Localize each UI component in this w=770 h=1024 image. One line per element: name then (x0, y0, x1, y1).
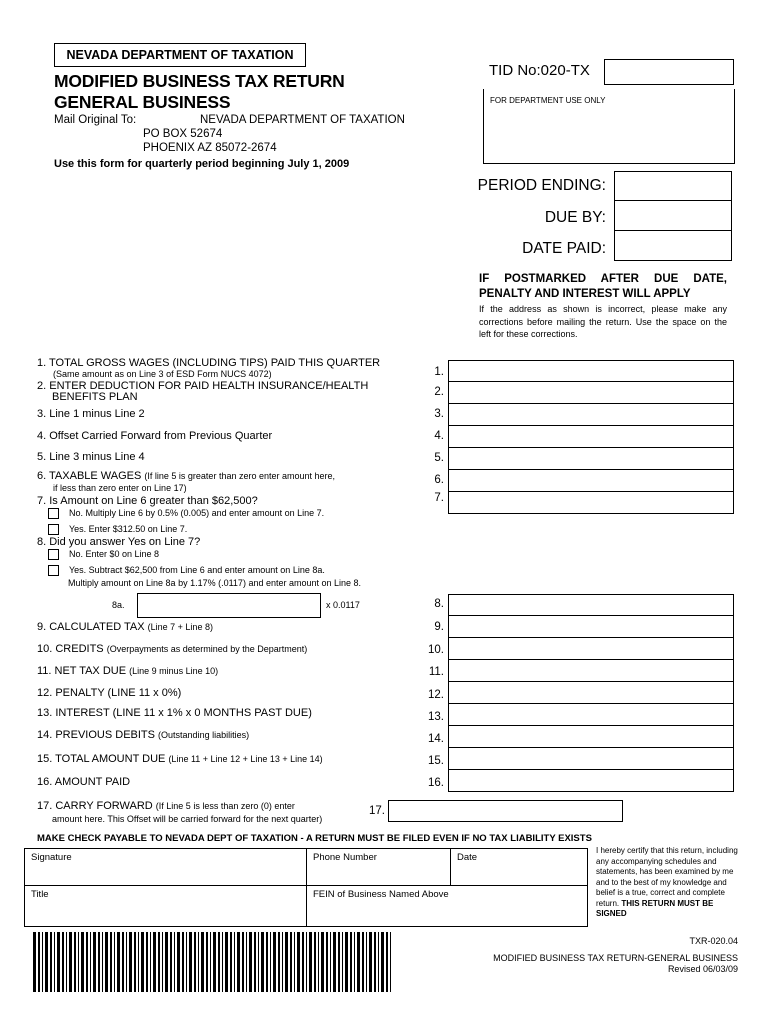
line-number-5: 5. (434, 452, 444, 464)
line1-amount[interactable] (448, 360, 734, 382)
line16-label: 16. AMOUNT PAID (37, 776, 131, 788)
line6-text: 6. TAXABLE WAGES (37, 470, 142, 482)
certify-statement: I hereby certify that this return, including any accompanying schedules and statements, has been examined by me and to the best of my knowledge and belief is a true, correct and complete return. (596, 846, 738, 908)
date-paid-label: DATE PAID: (522, 240, 606, 257)
form-title-line2: GENERAL BUSINESS (54, 92, 231, 112)
period-ending-label: PERIOD ENDING: (477, 177, 606, 194)
phone-field[interactable]: Phone Number (307, 849, 451, 886)
line8-yes-option (48, 565, 325, 576)
line7-amount[interactable] (448, 492, 734, 514)
mail-address (143, 113, 405, 155)
line2-label-cont: BENEFITS PLAN (52, 391, 138, 403)
line7-yes-text: Yes. Enter $312.50 on Line 7. (69, 524, 188, 534)
line10-amount[interactable] (448, 638, 734, 660)
line6-sublabel: if less than zero enter on Line 17) (53, 483, 187, 493)
line9-note: (Line 7 + Line 8) (147, 622, 213, 632)
line-number-10: 10. (428, 644, 444, 656)
line3-amount[interactable] (448, 404, 734, 426)
line-number-16: 16. (428, 777, 444, 789)
line8-no-option (48, 549, 159, 560)
line17-amount[interactable] (388, 800, 623, 822)
line-number-4: 4. (434, 430, 444, 442)
fein-field[interactable]: FEIN of Business Named Above (307, 886, 588, 927)
line2-label: 2. ENTER DEDUCTION FOR PAID HEALTH INSURANCE/HEALTH (37, 380, 369, 392)
line8-no-text: No. Enter $0 on Line 8 (69, 549, 160, 559)
line8-no-checkbox[interactable] (48, 549, 59, 560)
line-number-11: 11. (428, 666, 444, 678)
line7-yes-option (48, 524, 187, 535)
address-note: If the address as shown is incorrect, please make any corrections before mailing the return. Use the space on the left for these corrections. (479, 304, 727, 339)
line10-label (37, 643, 307, 655)
due-by-field[interactable] (614, 201, 732, 231)
line14-amount[interactable] (448, 726, 734, 748)
line11-amount[interactable] (448, 660, 734, 682)
line-number-7: 7. (434, 492, 444, 504)
form-title-line1: MODIFIED BUSINESS TAX RETURN (54, 71, 345, 91)
line7-yes-checkbox[interactable] (48, 524, 59, 535)
line8a-multiplier: x 0.0117 (326, 600, 360, 610)
line-number-17: 17. (369, 805, 385, 817)
due-by-label: DUE BY: (544, 209, 606, 226)
form-name: MODIFIED BUSINESS TAX RETURN-GENERAL BUSINESS (493, 953, 738, 963)
line7-no-text: No. Multiply Line 6 by 0.5% (0.005) and enter amount on Line 7. (69, 508, 325, 518)
line8-yes-text2: Multiply amount on Line 8a by 1.17% (.0117) and enter amount on Line 8. (68, 578, 362, 588)
line16-amount[interactable] (448, 770, 734, 792)
period-ending-field[interactable] (614, 171, 732, 201)
form-number: TXR-020.04 (689, 936, 738, 946)
line17-sublabel: amount here. This Offset will be carried forward for the next quarter) (52, 814, 323, 824)
line7-label: 7. Is Amount on Line 6 greater than $62,500? (37, 495, 258, 507)
line1-label: 1. TOTAL GROSS WAGES (INCLUDING TIPS) PAID THIS QUARTER (37, 357, 381, 369)
department-use-box (483, 89, 735, 164)
line10-note: (Overpayments as determined by the Department) (106, 644, 308, 654)
line11-text: 11. NET TAX DUE (37, 665, 127, 677)
date-field[interactable]: Date (451, 849, 588, 886)
line15-label (37, 753, 323, 765)
tid-input-box[interactable] (604, 59, 734, 85)
line8a-label: 8a. (112, 600, 125, 610)
line14-text: 14. PREVIOUS DEBITS (37, 729, 155, 741)
line-number-15: 15. (428, 755, 444, 767)
line-number-2: 2. (434, 386, 444, 398)
line8-yes-checkbox[interactable] (48, 565, 59, 576)
line14-note: (Outstanding liabilities) (158, 730, 250, 740)
line8-amount[interactable] (448, 594, 734, 616)
line-number-6: 6. (434, 474, 444, 486)
line-number-13: 13. (428, 711, 444, 723)
line15-amount[interactable] (448, 748, 734, 770)
line9-label (37, 621, 213, 633)
line-number-9: 9. (434, 621, 444, 633)
line11-label (37, 665, 218, 677)
line13-label: 13. INTEREST (LINE 11 x 1% x 0 MONTHS PAST DUE) (37, 707, 312, 719)
line1-sublabel: (Same amount as on Line 3 of ESD Form NUCS 4072) (53, 369, 272, 379)
tid-label: TID No:020-TX (489, 62, 590, 79)
line2-amount[interactable] (448, 382, 734, 404)
mail-address-line1: NEVADA DEPARTMENT OF TAXATION (200, 114, 405, 126)
barcode (33, 932, 395, 992)
line4-amount[interactable] (448, 426, 734, 448)
line17-note: (If Line 5 is less than zero (0) enter (155, 801, 295, 811)
line-number-8: 8. (434, 598, 444, 610)
mail-address-line3: PHOENIX AZ 85072-2674 (143, 142, 277, 154)
line8a-field[interactable] (137, 593, 321, 618)
line6-label (37, 470, 335, 482)
certification-text (596, 846, 746, 920)
make-check-notice: MAKE CHECK PAYABLE TO NEVADA DEPT OF TAXATION - A RETURN MUST BE FILED EVEN IF NO TAX LIABILITY EXISTS (37, 833, 592, 844)
line-number-1: 1. (434, 366, 444, 378)
use-form-note: Use this form for quarterly period beginning July 1, 2009 (54, 158, 350, 170)
mail-label: Mail Original To: (54, 114, 137, 126)
line-number-3: 3. (434, 408, 444, 420)
line5-amount[interactable] (448, 448, 734, 470)
line14-label (37, 729, 249, 741)
line9-amount[interactable] (448, 616, 734, 638)
line15-note: (Line 11 + Line 12 + Line 13 + Line 14) (168, 754, 323, 764)
line8-label: 8. Did you answer Yes on Line 7? (37, 536, 201, 548)
line8-yes-text: Yes. Subtract $62,500 from Line 6 and enter amount on Line 8a. (69, 565, 325, 575)
line17-text: 17. CARRY FORWARD (37, 800, 153, 812)
signature-table (24, 848, 588, 927)
department-header: NEVADA DEPARTMENT OF TAXATION (54, 43, 306, 67)
line5-label: 5. Line 3 minus Line 4 (37, 451, 145, 463)
line13-amount[interactable] (448, 704, 734, 726)
signature-field[interactable]: Signature (25, 849, 307, 886)
title-field[interactable]: Title (25, 886, 307, 927)
line11-note: (Line 9 minus Line 10) (129, 666, 219, 676)
certify-must-sign: THIS RETURN MUST BE SIGNED (596, 898, 714, 918)
line7-no-option (48, 508, 324, 519)
line10-text: 10. CREDITS (37, 643, 104, 655)
line6-amount[interactable] (448, 470, 734, 492)
line7-no-checkbox[interactable] (48, 508, 59, 519)
line17-label (37, 800, 295, 812)
department-use-label: FOR DEPARTMENT USE ONLY (490, 96, 606, 105)
line15-text: 15. TOTAL AMOUNT DUE (37, 753, 166, 765)
late-warning: IF POSTMARKED AFTER DUE DATE, PENALTY AND INTEREST WILL APPLY (479, 273, 727, 300)
line12-amount[interactable] (448, 682, 734, 704)
line4-label: 4. Offset Carried Forward from Previous Quarter (37, 430, 273, 442)
line-number-12: 12. (428, 689, 444, 701)
line9-text: 9. CALCULATED TAX (37, 621, 145, 633)
line6-note: (If line 5 is greater than zero enter amount here, (144, 471, 336, 481)
line12-label: 12. PENALTY (LINE 11 x 0%) (37, 687, 182, 699)
line-number-14: 14. (428, 733, 444, 745)
date-paid-field[interactable] (614, 231, 732, 261)
form-revised: Revised 06/03/09 (667, 964, 738, 974)
line3-label: 3. Line 1 minus Line 2 (37, 408, 145, 420)
mail-address-line2: PO BOX 52674 (143, 128, 223, 140)
